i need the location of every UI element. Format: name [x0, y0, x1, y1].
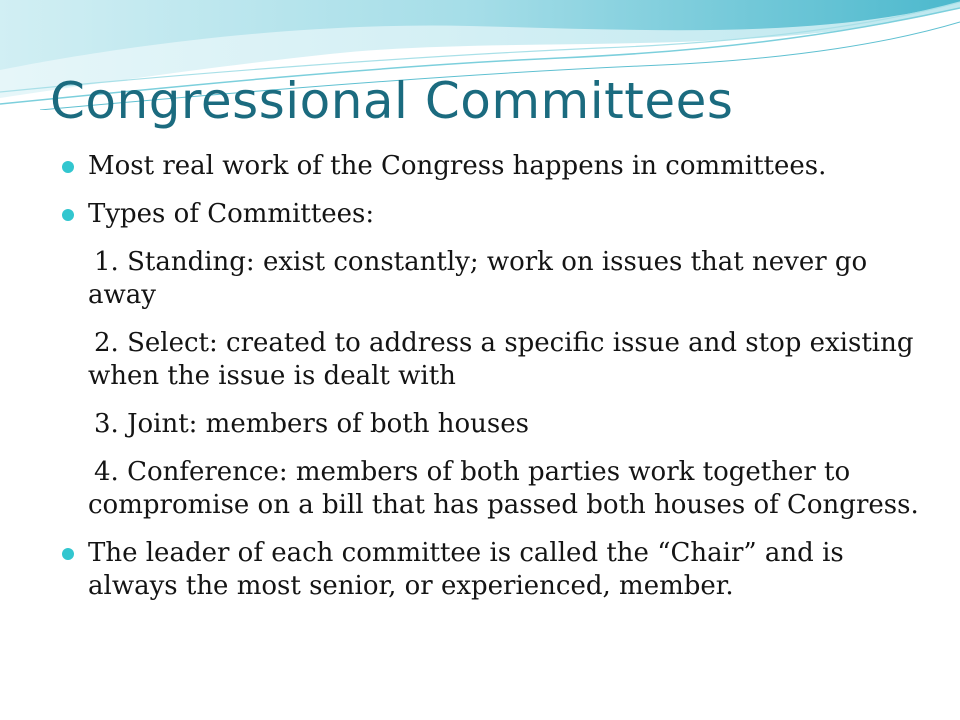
sub-item-text: 2. Select: created to address a specific issue and stop existing when the issue is dealt with	[88, 328, 914, 391]
content-list	[60, 150, 920, 618]
sub-item-text: 3. Joint: members of both houses	[94, 409, 529, 439]
bullet-item	[60, 537, 920, 603]
sub-item	[60, 327, 920, 393]
bullet-text: The leader of each committee is called the “Chair” and is always the most senior, or experienced, member.	[88, 538, 844, 601]
sub-item-text: 4. Conference: members of both parties work together to compromise on a bill that has passed both houses of Congress.	[88, 457, 919, 520]
sub-item-text: 1. Standing: exist constantly; work on issues that never go away	[88, 247, 868, 310]
sub-item	[60, 456, 920, 522]
bullet-dot-icon	[62, 548, 74, 560]
bullet-item	[60, 198, 920, 231]
bullet-dot-icon	[62, 209, 74, 221]
sub-item	[60, 246, 920, 312]
bullet-text: Most real work of the Congress happens in committees.	[88, 151, 827, 181]
bullet-item	[60, 150, 920, 183]
slide-title: Congressional Committees	[50, 72, 734, 130]
bullet-dot-icon	[62, 161, 74, 173]
sub-item	[60, 408, 920, 441]
bullet-text: Types of Committees:	[88, 199, 375, 229]
